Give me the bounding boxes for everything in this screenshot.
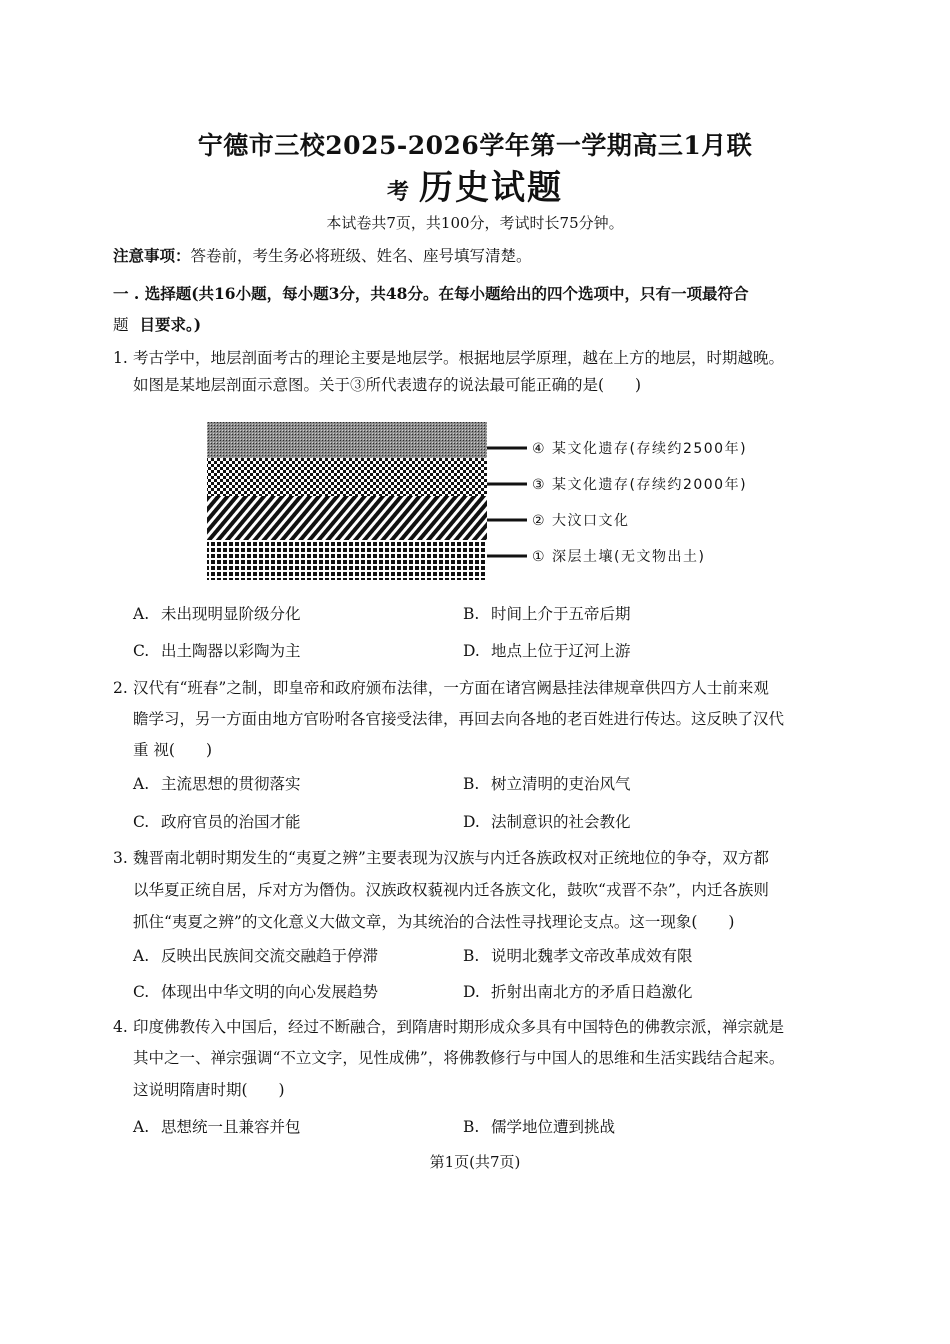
question-1-line-2: 如图是某地层剖面示意图。关于③所代表遗存的说法最可能正确的是( ) <box>133 376 642 394</box>
question-2-line-2: 瞻学习，另一方面由地方官吩咐各官接受法律，再回去向各地的老百姓进行传达。这反映了汉代 <box>133 710 785 728</box>
figure-label-4: ④ 某文化遗存(存续约2500年) <box>532 441 748 457</box>
q2-option-b[interactable]: B. 树立清明的吏治风气 <box>463 775 631 793</box>
exam-subtitle: 本试卷共7页，共100分，考试时长75分钟。 <box>326 214 624 232</box>
page-footer: 第1页(共7页) <box>429 1153 521 1171</box>
exam-title-line1: 宁德市三校2025-2026学年第一学期高三1月联 <box>197 131 753 160</box>
question-2-line-1: 2. 汉代有“班春”之制，即皇帝和政府颁布法律，一方面在诸宫阙悬挂法律规章供四方人士前来观 <box>113 679 769 697</box>
layer-3 <box>207 458 487 496</box>
layer-2 <box>207 496 487 540</box>
q2-option-c[interactable]: C. 政府官员的治国才能 <box>133 813 301 831</box>
notice-label: 注意事项： <box>113 246 191 265</box>
q4-option-a[interactable]: A. 思想统一且兼容并包 <box>133 1118 301 1136</box>
q3-option-c[interactable]: C. 体现出中华文明的向心发展趋势 <box>133 983 379 1001</box>
question-4-line-1: 4. 印度佛教传入中国后，经过不断融合，到隋唐时期形成众多具有中国特色的佛教宗派，禅宗就是 <box>113 1018 785 1036</box>
notice <box>113 246 838 266</box>
question-3-line-1: 3. 魏晋南北朝时期发生的“夷夏之辨”主要表现为汉族与内迁各族政权对正统地位的争夺，双方都 <box>113 849 769 867</box>
exam-title-line2 <box>0 160 950 209</box>
figure-label-3: ③ 某文化遗存(存续约2000年) <box>532 477 748 493</box>
section-heading-line1: 一 . 选择题(共16小题，每小题3分，共48分。在每小题给出的四个选项中，只有一项最符合 <box>113 284 749 303</box>
exam-title-kao: 考 <box>386 179 409 205</box>
question-3-line-2: 以华夏正统自居，斥对方为僭伪。汉族政权藐视内迁各族文化，鼓吹“戎晋不杂”，内迁各族则 <box>133 881 769 899</box>
q2-option-a[interactable]: A. 主流思想的贯彻落实 <box>133 775 301 793</box>
question-4-line-2: 其中之一、禅宗强调“不立文字，见性成佛”，将佛教修行与中国人的思维和生活实践结合起来。 <box>133 1049 785 1067</box>
q2-option-d[interactable]: D. 法制意识的社会教化 <box>463 813 631 831</box>
exam-subject-title: 历史试题 <box>419 168 563 208</box>
q1-option-a[interactable]: A. 未出现明显阶级分化 <box>133 605 301 623</box>
q4-option-b[interactable]: B. 儒学地位遭到挑战 <box>463 1118 616 1136</box>
q3-option-a[interactable]: A. 反映出民族间交流交融趋于停滞 <box>133 947 379 965</box>
question-2-line-3: 重 视( ) <box>133 741 213 759</box>
notice-text: 答卷前，考生务必将班级、姓名、座号填写清楚。 <box>190 247 532 265</box>
q1-option-d[interactable]: D. 地点上位于辽河上游 <box>463 642 631 660</box>
question-4-line-3: 这说明隋唐时期( ) <box>133 1081 285 1099</box>
q1-option-c[interactable]: C. 出土陶器以彩陶为主 <box>133 642 301 660</box>
layer-4 <box>207 422 487 458</box>
section-heading-char: 题 <box>113 316 129 334</box>
question-1-line-1: 1. 考古学中，地层剖面考古的理论主要是地层学。根据地层学原理，越在上方的地层，时期越晚。 <box>113 349 785 367</box>
section-heading-line2 <box>113 315 838 335</box>
section-heading-rest: 目要求。) <box>139 315 202 334</box>
figure-label-1: ① 深层土壤(无文物出土) <box>532 549 706 565</box>
q3-option-d[interactable]: D. 折射出南北方的矛盾日趋激化 <box>463 983 693 1001</box>
figure-label-2: ② 大汶口文化 <box>532 513 630 529</box>
q3-option-b[interactable]: B. 说明北魏孝文帝改革成效有限 <box>463 947 693 965</box>
question-3-line-3: 抓住“夷夏之辨”的文化意义大做文章，为其统治的合法性寻找理论支点。这一现象( ) <box>133 913 735 931</box>
layer-1 <box>207 540 487 580</box>
stratigraphy-figure <box>205 422 790 582</box>
q1-option-b[interactable]: B. 时间上介于五帝后期 <box>463 605 631 623</box>
